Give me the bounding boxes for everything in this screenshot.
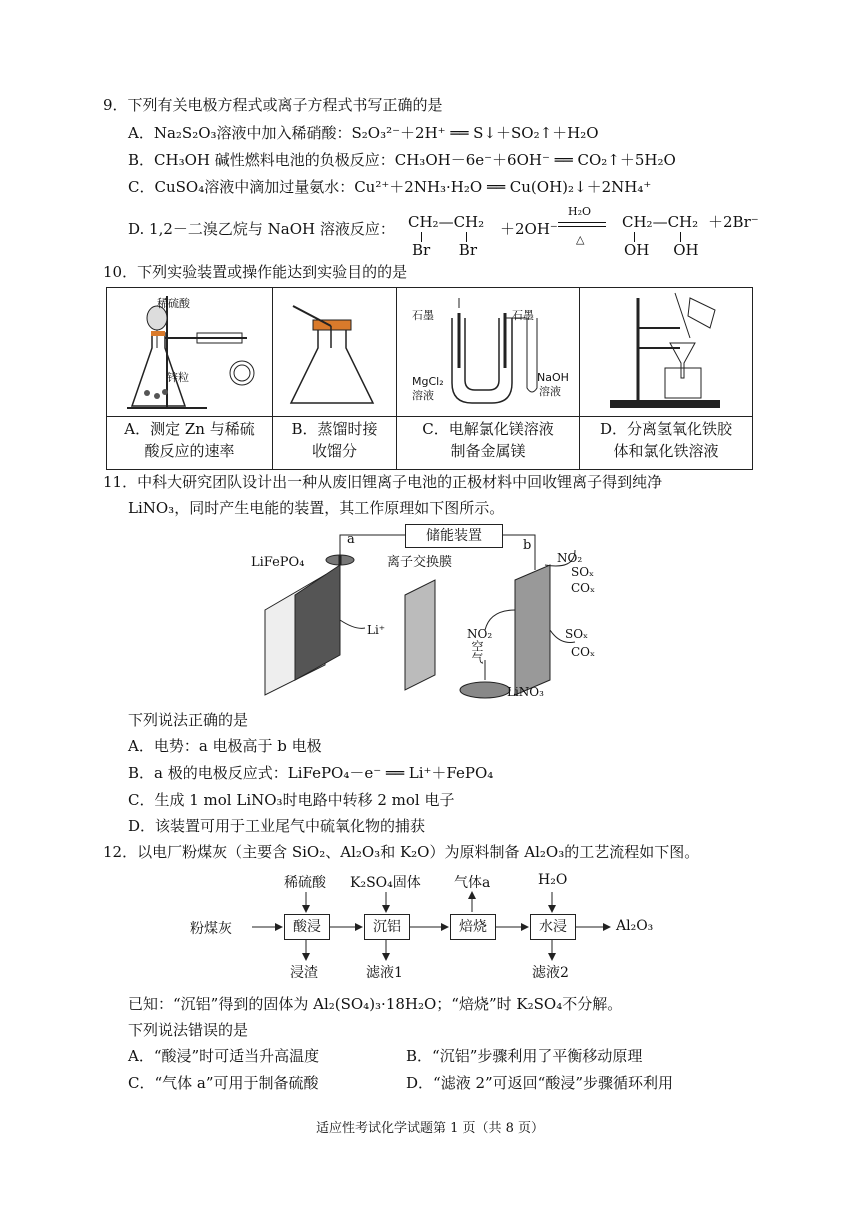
q10-option-a-line2: 酸反应的速率 bbox=[144, 442, 235, 460]
label-mgcl2-solution: 溶液 bbox=[412, 389, 434, 402]
q10-option-d-line2: 体和氯化铁溶液 bbox=[613, 442, 719, 460]
q10-option-d bbox=[580, 418, 752, 462]
sox-mid-label: SOₓ bbox=[565, 627, 589, 641]
sox-top-label: SOₓ bbox=[571, 565, 595, 579]
q9-d-left-formula: CH₂—CH₂ bbox=[408, 213, 485, 231]
air-label: 空气 bbox=[470, 640, 484, 664]
q11-stem-line2: LiNO₃，同时产生电能的装置，其工作原理如下图所示。 bbox=[128, 499, 505, 517]
distillation-receiver-apparatus bbox=[273, 288, 396, 416]
q10-option-b-line2: 收馏分 bbox=[311, 442, 357, 460]
label-mgcl2: MgCl₂ bbox=[412, 375, 444, 388]
q12-option-b: B．“沉铝”步骤利用了平衡移动原理 bbox=[406, 1047, 643, 1065]
q9-d-bond bbox=[421, 232, 422, 242]
q9-d-condition-bottom: △ bbox=[576, 233, 585, 246]
q12-prompt: 下列说法错误的是 bbox=[128, 1021, 249, 1039]
flow-top-k2so4: K₂SO₄固体 bbox=[350, 875, 421, 891]
q12-process-flow bbox=[190, 870, 670, 990]
q9-d-hydroxide: ＋2OH⁻ bbox=[500, 220, 558, 238]
q10-option-a-line1: A．测定 Zn 与稀硫 bbox=[124, 420, 255, 438]
label-naoh: NaOH bbox=[537, 371, 569, 384]
flow-output: Al₂O₃ bbox=[616, 918, 654, 934]
q9-option-b: B．CH₃OH 碱性燃料电池的负极反应：CH₃OH－6e⁻＋6OH⁻ ══ CO₂↑＋5H₂O bbox=[128, 151, 676, 169]
filtration-apparatus bbox=[580, 288, 752, 416]
q12-option-d: D．“滤液 2”可返回“酸浸”步骤循环利用 bbox=[406, 1074, 674, 1092]
flow-arrows bbox=[190, 870, 670, 990]
label-dilute-sulfuric-acid: 稀硫酸 bbox=[157, 297, 190, 310]
q10-option-d-line1: D．分离氢氧化铁胶 bbox=[599, 420, 733, 438]
label-graphite-left: 石墨 bbox=[412, 309, 434, 322]
label-zinc-granules: 锌粒 bbox=[167, 371, 189, 384]
page-footer: 适应性考试化学试题第 1 页（共 8 页） bbox=[315, 1121, 545, 1136]
q10-option-b-line1: B．蒸馏时接 bbox=[291, 420, 378, 438]
q9-d-arrow-line bbox=[558, 226, 606, 227]
q10-option-a bbox=[107, 418, 272, 462]
no2-mid-label: NO₂ bbox=[467, 627, 493, 641]
q12-option-c: C．“气体 a”可用于制备硫酸 bbox=[128, 1074, 319, 1092]
q11-option-d: D．该装置可用于工业尾气中硫氧化物的捕获 bbox=[128, 817, 426, 835]
q11-stem-line1: 11．中科大研究团队设计出一种从废旧锂离子电池的正极材料中回收锂离子得到纯净 bbox=[103, 473, 663, 491]
flow-input: 粉煤灰 bbox=[190, 921, 232, 937]
flow-step-water-leach: 水浸 bbox=[530, 914, 576, 940]
q9-d-arrow-line-2 bbox=[558, 222, 606, 223]
q9-d-left-substituents: Br Br bbox=[412, 241, 477, 259]
storage-device-box: 储能装置 bbox=[405, 524, 503, 548]
q12-option-a: A．“酸浸”时可适当升高温度 bbox=[128, 1047, 320, 1065]
flow-top-gas-a: 气体a bbox=[454, 875, 491, 891]
li-ion-label: Li⁺ bbox=[367, 623, 386, 637]
q9-d-bromide: ＋2Br⁻ bbox=[708, 213, 759, 231]
lifepo4-label: LiFePO₄ bbox=[251, 555, 305, 570]
electrode-b-label: b bbox=[523, 538, 532, 553]
q11-device-diagram bbox=[245, 520, 625, 705]
cox-top-label: COₓ bbox=[571, 581, 596, 595]
q11-prompt: 下列说法正确的是 bbox=[128, 711, 249, 729]
electrode-a-label: a bbox=[347, 532, 355, 547]
q11-option-b: B．a 极的电极反应式：LiFePO₄－e⁻ ══ Li⁺＋FePO₄ bbox=[128, 764, 494, 782]
q9-d-bond bbox=[634, 232, 635, 242]
q9-option-c: C．CuSO₄溶液中滴加过量氨水：Cu²⁺＋2NH₃·H₂O ══ Cu(OH)₂↓＋2NH₄⁺ bbox=[128, 178, 652, 196]
lino3-label: LiNO₃ bbox=[507, 685, 544, 699]
no2-top-label: NO₂ bbox=[557, 551, 583, 565]
label-graphite-right: 石墨 bbox=[512, 309, 534, 322]
q11-option-a: A．电势：a 电极高于 b 电极 bbox=[128, 737, 322, 755]
q9-d-prefix: D. 1,2－二溴乙烷与 NaOH 溶液反应： bbox=[128, 220, 395, 238]
ion-exchange-membrane-label: 离子交换膜 bbox=[387, 555, 453, 570]
flow-bottom-filtrate-1: 滤液1 bbox=[366, 965, 403, 981]
q11-option-c: C．生成 1 mol LiNO₃时电路中转移 2 mol 电子 bbox=[128, 791, 455, 809]
q9-stem: 9．下列有关电极方程式或离子方程式书写正确的是 bbox=[103, 96, 443, 114]
flow-bottom-filtrate-2: 滤液2 bbox=[532, 965, 569, 981]
flow-step-roasting: 焙烧 bbox=[450, 914, 496, 940]
q9-d-bond bbox=[466, 232, 467, 242]
q10-stem: 10．下列实验装置或操作能达到实验目的的是 bbox=[103, 263, 408, 281]
flow-top-dilute-acid: 稀硫酸 bbox=[284, 875, 326, 891]
q10-apparatus-table bbox=[106, 287, 753, 470]
q12-stem: 12．以电厂粉煤灰（主要含 SiO₂、Al₂O₃和 K₂O）为原料制备 Al₂O₃的工艺流程如下图。 bbox=[103, 843, 700, 861]
flow-bottom-residue: 浸渣 bbox=[290, 965, 318, 981]
q10-option-b bbox=[273, 418, 396, 462]
q9-d-right-substituents: OH OH bbox=[624, 241, 699, 259]
q12-known: 已知：“沉铝”得到的固体为 Al₂(SO₄)₃·18H₂O；“焙烧”时 K₂SO₄不分解。 bbox=[128, 995, 623, 1013]
q10-option-c-line1: C．电解氯化镁溶液 bbox=[422, 420, 554, 438]
flow-top-water: H₂O bbox=[538, 872, 568, 888]
q9-option-a: A．Na₂S₂O₃溶液中加入稀硝酸：S₂O₃²⁻＋2H⁺ ══ S↓＋SO₂↑＋H₂O bbox=[128, 124, 599, 142]
q9-d-condition-top: H₂O bbox=[568, 205, 592, 218]
q10-option-c bbox=[397, 418, 579, 462]
q9-d-bond bbox=[680, 232, 681, 242]
flow-step-acid-leach: 酸浸 bbox=[284, 914, 330, 940]
cox-mid-label: COₓ bbox=[571, 645, 596, 659]
flow-step-al-precipitation: 沉铝 bbox=[364, 914, 410, 940]
q10-option-c-line2: 制备金属镁 bbox=[450, 442, 526, 460]
q9-d-right-formula: CH₂—CH₂ bbox=[622, 213, 699, 231]
label-naoh-solution: 溶液 bbox=[539, 385, 561, 398]
